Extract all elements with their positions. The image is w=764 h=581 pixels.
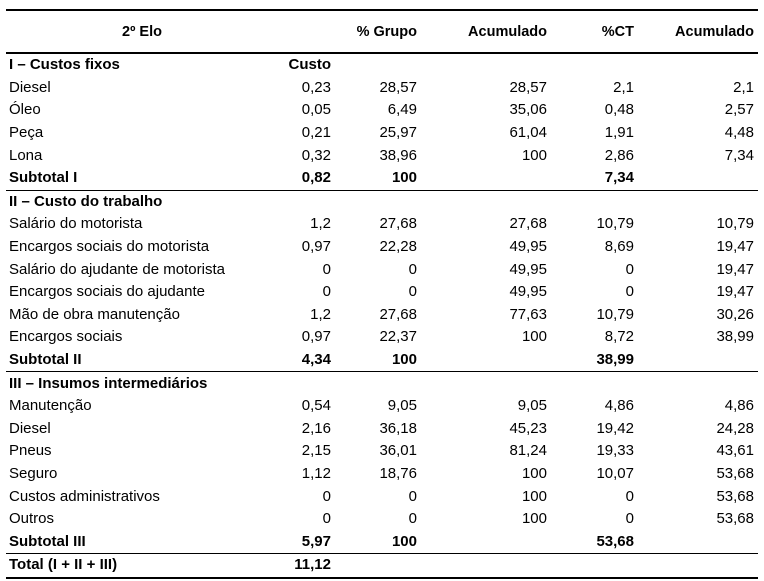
cost-value: 2,15 — [301, 442, 331, 460]
table-row — [6, 463, 758, 486]
pct-ct-value: 1,91 — [604, 124, 634, 142]
table-row — [6, 281, 758, 304]
cumulative-ct-value: 4,86 — [724, 397, 754, 415]
table-row — [6, 236, 758, 259]
row-label: Subtotal III — [6, 530, 279, 553]
cumulative-ct-value: 43,61 — [716, 442, 754, 460]
pct-ct-value: 0 — [625, 283, 634, 301]
cumulative-group-value — [421, 53, 551, 77]
pct-ct-value: 0 — [625, 510, 634, 528]
pct-ct-value: 2,1 — [613, 78, 634, 96]
cumulative-group-value: 100 — [521, 464, 547, 482]
row-label: Pneus — [9, 442, 52, 460]
cumulative-ct-value: 19,47 — [716, 260, 754, 278]
cost-value: 0,54 — [301, 397, 331, 415]
cumulative-group-value — [421, 167, 551, 190]
row-label: Seguro — [9, 464, 58, 482]
cumulative-ct-value: 53,68 — [716, 487, 754, 505]
pct-group-value: 27,68 — [379, 305, 417, 323]
cost-value: 2,16 — [301, 419, 331, 437]
pct-ct-value: 8,69 — [604, 238, 634, 256]
cost-value: 0,05 — [301, 101, 331, 119]
row-label: Encargos sociais do ajudante — [9, 283, 205, 301]
cost-value: 0 — [322, 260, 331, 278]
table-row — [6, 326, 758, 349]
cost-value: 11,12 — [279, 554, 335, 578]
row-label: Total (I + II + III) — [6, 554, 279, 578]
table-row — [6, 77, 758, 100]
pct-group-value: 9,05 — [387, 397, 417, 415]
pct-ct-value: 10,79 — [596, 305, 634, 323]
pct-group-value: 0 — [408, 260, 417, 278]
pct-group-value: 6,49 — [387, 101, 417, 119]
table-row — [6, 99, 758, 122]
pct-ct-value — [551, 554, 638, 578]
cumulative-group-value — [421, 190, 551, 213]
pct-group-value — [335, 53, 421, 77]
row-label: Diesel — [9, 419, 51, 437]
row-label: Diesel — [9, 78, 51, 96]
pct-group-value: 100 — [335, 167, 421, 190]
row-label: Salário do ajudante de motorista — [9, 260, 225, 278]
cumulative-ct-value — [638, 530, 758, 553]
pct-ct-value: 10,79 — [596, 215, 634, 233]
cumulative-group-value: 77,63 — [509, 305, 547, 323]
table-row — [6, 258, 758, 281]
cumulative-group-value: 49,95 — [509, 238, 547, 256]
pct-group-value: 100 — [335, 349, 421, 372]
row-label: Manutenção — [9, 397, 92, 415]
pct-ct-value: 2,86 — [604, 146, 634, 164]
pct-group-value: 0 — [408, 487, 417, 505]
pct-ct-value: 8,72 — [604, 328, 634, 346]
cumulative-group-value: 45,23 — [509, 419, 547, 437]
cumulative-ct-value: 4,48 — [724, 124, 754, 142]
cumulative-ct-value: 7,34 — [724, 146, 754, 164]
header-pct-ct: %CT — [551, 10, 638, 53]
cumulative-group-value: 100 — [521, 328, 547, 346]
cumulative-group-value: 100 — [521, 487, 547, 505]
pct-group-value: 28,57 — [379, 78, 417, 96]
cumulative-group-value: 27,68 — [509, 215, 547, 233]
subtotal-row — [6, 167, 758, 190]
cumulative-ct-value: 2,57 — [724, 101, 754, 119]
row-label: Óleo — [9, 101, 41, 119]
pct-group-value: 36,18 — [379, 419, 417, 437]
pct-ct-value — [551, 190, 638, 213]
cumulative-ct-value: 30,26 — [716, 305, 754, 323]
pct-group-value: 25,97 — [379, 124, 417, 142]
cost-value: 1,2 — [310, 305, 331, 323]
cumulative-group-value — [421, 349, 551, 372]
cumulative-group-value: 100 — [521, 146, 547, 164]
pct-group-value: 0 — [408, 283, 417, 301]
cumulative-group-value: 9,05 — [517, 397, 547, 415]
cumulative-ct-value: 53,68 — [716, 510, 754, 528]
section-row — [6, 53, 758, 77]
pct-group-value — [335, 372, 421, 395]
pct-group-value: 22,28 — [379, 238, 417, 256]
cost-value: 1,2 — [310, 215, 331, 233]
total-row — [6, 554, 758, 578]
pct-group-value: 100 — [335, 530, 421, 553]
header-pct-group: % Grupo — [335, 10, 421, 53]
pct-group-value: 18,76 — [379, 464, 417, 482]
row-label: Encargos sociais — [9, 328, 123, 346]
subtotal-row — [6, 349, 758, 372]
pct-ct-value: 19,33 — [596, 442, 634, 460]
cost-value: 0,97 — [301, 328, 331, 346]
pct-ct-value — [551, 372, 638, 395]
pct-ct-value: 19,42 — [596, 419, 634, 437]
cost-value — [279, 190, 335, 213]
cumulative-group-value: 81,24 — [509, 442, 547, 460]
row-label: Outros — [9, 510, 55, 528]
cost-value: 0,21 — [301, 124, 331, 142]
cumulative-group-value — [421, 554, 551, 578]
cost-value — [279, 372, 335, 395]
pct-ct-value: 10,07 — [596, 464, 634, 482]
header-cumulative-ct: Acumulado — [638, 10, 758, 53]
cumulative-ct-value — [638, 554, 758, 578]
pct-group-value: 27,68 — [379, 215, 417, 233]
row-label: Subtotal I — [6, 167, 279, 190]
cumulative-group-value — [421, 372, 551, 395]
row-label: Mão de obra manutenção — [9, 305, 180, 323]
cost-value: 0,23 — [301, 78, 331, 96]
cost-value: 0,32 — [301, 146, 331, 164]
pct-ct-value: 53,68 — [551, 530, 638, 553]
cumulative-group-value: 100 — [521, 510, 547, 528]
cost-value: 1,12 — [301, 464, 331, 482]
cost-table — [6, 9, 758, 579]
cost-value: 0 — [322, 283, 331, 301]
cumulative-ct-value — [638, 349, 758, 372]
table-header-row — [6, 10, 758, 53]
pct-group-value: 0 — [408, 510, 417, 528]
row-label: II – Custo do trabalho — [6, 190, 279, 213]
table-row — [6, 508, 758, 531]
pct-ct-value — [551, 53, 638, 77]
row-label: Lona — [9, 146, 43, 164]
cost-value: 5,97 — [279, 530, 335, 553]
row-label: Subtotal II — [6, 349, 279, 372]
subtotal-row — [6, 530, 758, 553]
table-row — [6, 213, 758, 236]
cost-value: 0,82 — [279, 167, 335, 190]
section-row — [6, 190, 758, 213]
cumulative-group-value: 61,04 — [509, 124, 547, 142]
header-stage: 2º Elo — [6, 10, 279, 53]
row-label: Salário do motorista — [9, 215, 143, 233]
pct-group-value: 36,01 — [379, 442, 417, 460]
cumulative-ct-value — [638, 190, 758, 213]
cumulative-ct-value: 38,99 — [716, 328, 754, 346]
section-row — [6, 372, 758, 395]
table-row — [6, 122, 758, 145]
cumulative-ct-value: 10,79 — [716, 215, 754, 233]
pct-ct-value: 7,34 — [551, 167, 638, 190]
row-label: Encargos sociais do motorista — [9, 238, 210, 256]
pct-group-value: 22,37 — [379, 328, 417, 346]
table-row — [6, 395, 758, 418]
table-row — [6, 440, 758, 463]
table-row — [6, 418, 758, 441]
cumulative-ct-value: 24,28 — [716, 419, 754, 437]
row-label: Peça — [9, 124, 44, 142]
table-row — [6, 144, 758, 167]
cumulative-ct-value — [638, 53, 758, 77]
pct-ct-value: 0 — [625, 487, 634, 505]
pct-ct-value: 38,99 — [551, 349, 638, 372]
row-label: III – Insumos intermediários — [6, 372, 279, 395]
cumulative-group-value: 28,57 — [509, 78, 547, 96]
cumulative-ct-value — [638, 372, 758, 395]
table-row — [6, 304, 758, 327]
cumulative-ct-value: 19,47 — [716, 238, 754, 256]
cumulative-group-value — [421, 530, 551, 553]
pct-ct-value: 0 — [625, 260, 634, 278]
cost-value: Custo — [279, 53, 335, 77]
header-blank — [279, 10, 335, 53]
cumulative-ct-value: 19,47 — [716, 283, 754, 301]
cumulative-group-value: 49,95 — [509, 283, 547, 301]
row-label: Custos administrativos — [9, 487, 160, 505]
cost-value: 0,97 — [301, 238, 331, 256]
table-row — [6, 485, 758, 508]
cost-value: 0 — [322, 487, 331, 505]
cumulative-ct-value — [638, 167, 758, 190]
table-body — [6, 53, 758, 578]
cost-value: 4,34 — [279, 349, 335, 372]
pct-ct-value: 0,48 — [604, 101, 634, 119]
cumulative-group-value: 35,06 — [509, 101, 547, 119]
header-cumulative-group: Acumulado — [421, 10, 551, 53]
pct-group-value — [335, 190, 421, 213]
pct-ct-value: 4,86 — [604, 397, 634, 415]
cumulative-group-value: 49,95 — [509, 260, 547, 278]
cost-value: 0 — [322, 510, 331, 528]
pct-group-value: 38,96 — [379, 146, 417, 164]
row-label: I – Custos fixos — [6, 53, 279, 77]
cumulative-ct-value: 53,68 — [716, 464, 754, 482]
pct-group-value — [335, 554, 421, 578]
cumulative-ct-value: 2,1 — [733, 78, 754, 96]
